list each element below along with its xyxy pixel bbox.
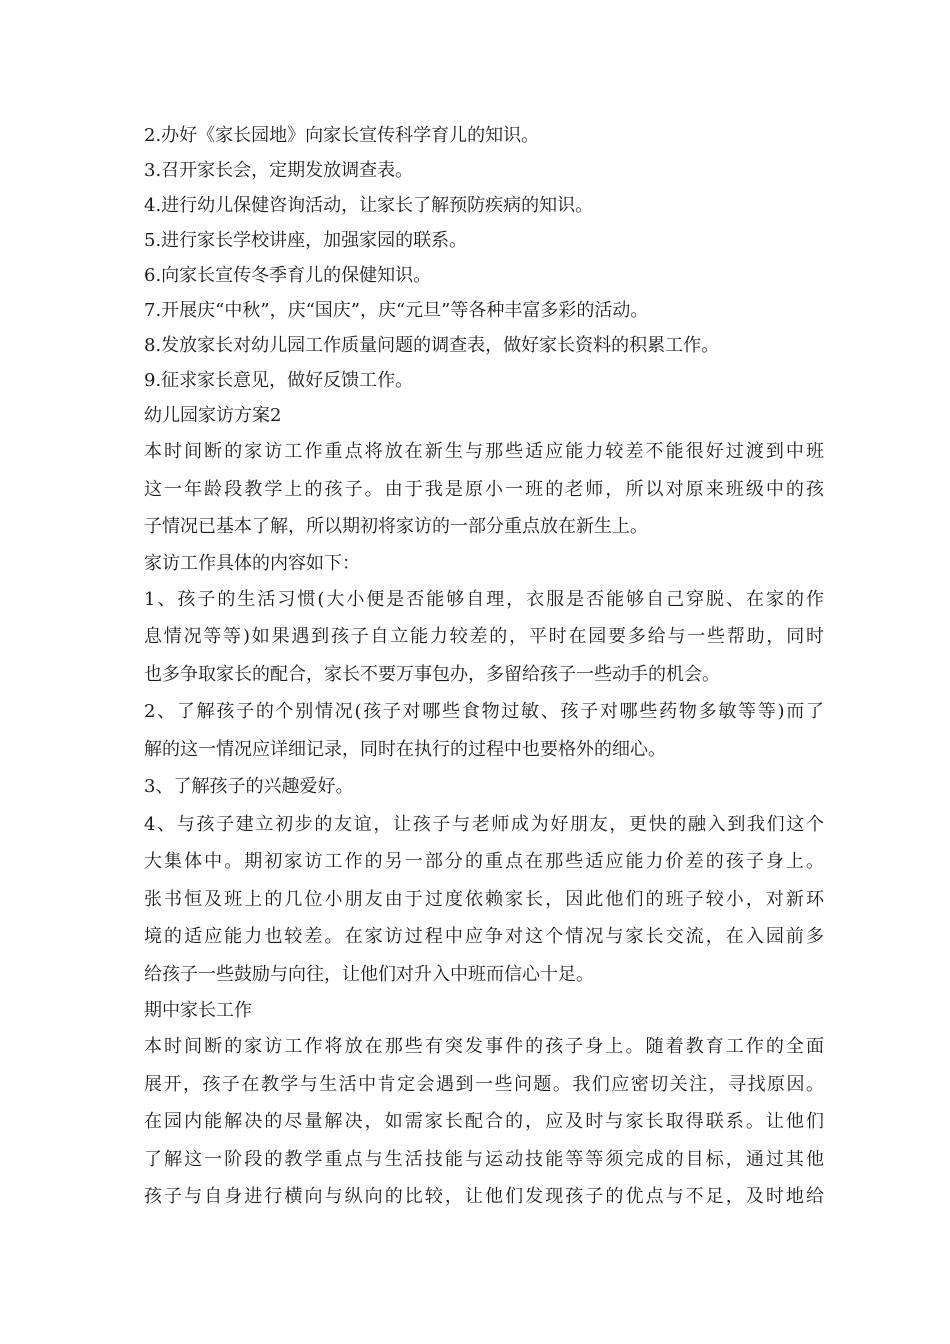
list-item-6: 6.向家长宣传冬季育儿的保健知识。 bbox=[144, 265, 432, 286]
paragraph-line: 给孩子一些鼓励与向往，让他们对升入中班而信心十足。 bbox=[144, 963, 594, 985]
paragraph-line: 本时间断的家访工作重点将放在新生与那些适应能力较差不能很好过渡到中班 bbox=[144, 441, 824, 462]
list-item-9: 9.征求家长意见，做好反馈工作。 bbox=[144, 370, 414, 391]
document-body bbox=[144, 118, 824, 1216]
paragraph-line: 了解这一阶段的教学重点与生活技能与运动技能等等须完成的目标，通过其他 bbox=[144, 1148, 824, 1170]
list-item-4: 4.进行幼儿保健咨询活动，让家长了解预防疾病的知识。 bbox=[144, 195, 594, 216]
paragraph-line: 家访工作具体的内容如下： bbox=[144, 552, 360, 574]
paragraph-line: 境的适应能力也较差。在家访过程中应争对这个情况与家长交流，在入园前多 bbox=[144, 926, 824, 947]
paragraph-line: 息情况等等)如果遇到孩子自立能力较差的，平时在园要多给与一些帮助，同时 bbox=[144, 626, 824, 647]
paragraph-line: 4、与孩子建立初步的友谊，让孩子与老师成为好朋友，更快的融入到我们这个 bbox=[144, 813, 824, 835]
list-item-8: 8.发放家长对幼儿园工作质量问题的调查表，做好家长资料的积累工作。 bbox=[144, 335, 720, 356]
paragraph-line: 3、了解孩子的兴趣爱好。 bbox=[144, 776, 354, 797]
paragraph-line: 子情况已基本了解，所以期初将家访的一部分重点放在新生上。 bbox=[144, 516, 648, 537]
paragraph-line: 展开，孩子在教学与生活中肯定会遇到一些问题。我们应密切关注，寻找原因。 bbox=[144, 1073, 824, 1095]
paragraph-line: 本时间断的家访工作将放在那些有突发事件的孩子身上。随着教育工作的全面 bbox=[144, 1036, 824, 1057]
paragraph-line: 2、了解孩子的个别情况(孩子对哪些食物过敏、孩子对哪些药物多敏等等)而了 bbox=[144, 701, 824, 722]
section-heading-home-visit-plan-2: 幼儿园家访方案2 bbox=[144, 405, 282, 426]
list-item-7: 7.开展庆“中秋”，庆“国庆”，庆“元旦”等各种丰富多彩的活动。 bbox=[144, 300, 649, 321]
paragraph-line: 在园内能解决的尽量解决，如需家长配合的，应及时与家长取得联系。让他们 bbox=[144, 1111, 824, 1132]
list-item-3: 3.召开家长会，定期发放调查表。 bbox=[144, 160, 414, 181]
paragraph-line: 也多争取家长的配合，家长不要万事包办，多留给孩子一些动手的机会。 bbox=[144, 663, 720, 685]
paragraph-line: 解的这一情况应详细记录，同时在执行的过程中也要格外的细心。 bbox=[144, 738, 666, 760]
paragraph-line: 孩子与自身进行横向与纵向的比较，让他们发现孩子的优点与不足，及时地给 bbox=[144, 1186, 824, 1207]
section-heading-midterm-parent-work: 期中家长工作 bbox=[144, 1000, 252, 1021]
paragraph-line: 大集体中。期初家访工作的另一部分的重点在那些适应能力价差的孩子身上。 bbox=[144, 851, 824, 872]
paragraph-line: 1、孩子的生活习惯(大小便是否能够自理，衣服是否能够自己穿脱、在家的作 bbox=[144, 588, 824, 610]
paragraph-line: 张书恒及班上的几位小朋友由于过度依赖家长，因此他们的班子较小，对新环 bbox=[144, 888, 824, 910]
list-item-2: 2.办好《家长园地》向家长宣传科学育儿的知识。 bbox=[144, 125, 540, 146]
list-item-5: 5.进行家长学校讲座，加强家园的联系。 bbox=[144, 230, 468, 251]
paragraph-line: 这一年龄段教学上的孩子。由于我是原小一班的老师，所以对原来班级中的孩 bbox=[144, 478, 824, 500]
